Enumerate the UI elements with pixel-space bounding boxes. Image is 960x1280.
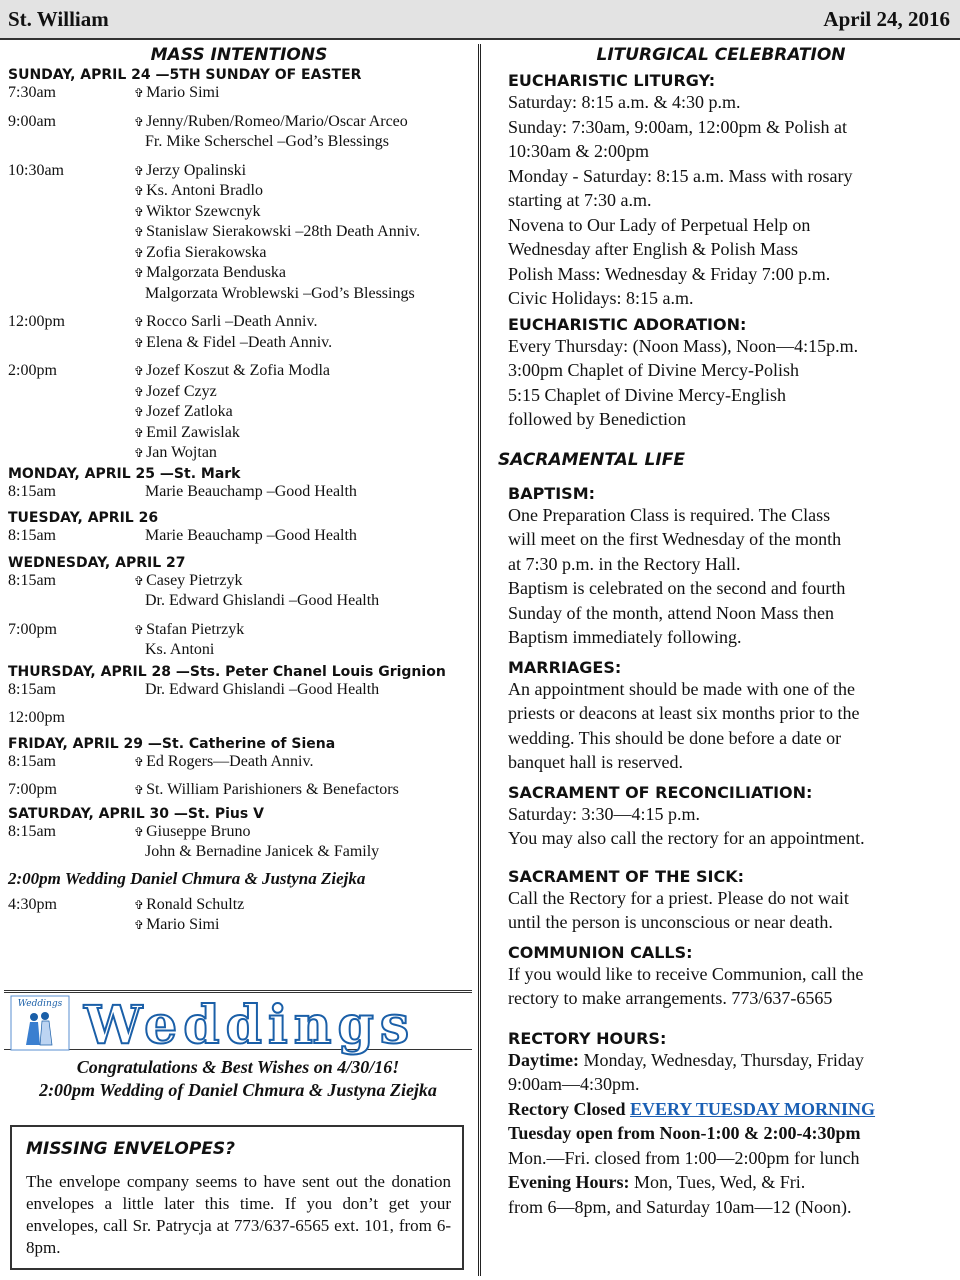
intention-row (4, 895, 474, 916)
cross-icon: ✞ (134, 446, 145, 460)
intention-row (4, 361, 474, 382)
baptism-line: at 7:30 p.m. in the Rectory Hall. (508, 553, 741, 574)
bulletin-date: April 24, 2016 (823, 7, 950, 31)
intention-row (4, 243, 474, 264)
wedding-logo-text: Weddings (17, 999, 63, 1009)
intention-row (4, 202, 474, 223)
intention-name: Dr. Edward Ghislandi –Good Health (145, 680, 380, 698)
intention-name: Ed Rogers—Death Anniv. (146, 752, 314, 770)
intention-row (4, 333, 474, 354)
missing-envelopes-body: The envelope company seems to have sent out the donation envelopes a little later this time. If you don’t get your envelopes, call Sr. Patrycja at 773/637-6565 ext. 101, from 6-8pm. (26, 1172, 451, 1257)
marriages-line: banquet hall is reserved. (508, 752, 683, 772)
mass-time: 12:00pm (8, 709, 65, 726)
intention-row (4, 402, 474, 423)
cross-icon: ✞ (134, 425, 145, 440)
mass-time: 12:00pm (8, 313, 65, 330)
cross-icon: ✞ (134, 225, 145, 239)
intention-row (4, 842, 474, 863)
adoration-line: 3:00pm Chaplet of Divine Mercy-Polish (508, 360, 799, 380)
intention-name: Ronald Schultz (146, 895, 245, 913)
thursday-heading: THURSDAY, APRIL 28 —Sts. Peter Chanel Louis Grignion (8, 663, 446, 680)
intention-name: Jan Wojtan (146, 444, 217, 461)
liturgy-line: Sunday: 7:30am, 9:00am, 12:00pm & Polish at (508, 116, 847, 137)
cross-icon: ✞ (134, 384, 145, 399)
mass-time: 8:15am (8, 571, 56, 589)
intention-row (4, 284, 474, 305)
intention-name: Wiktor Szewcnyk (146, 202, 261, 220)
cross-icon: ✞ (134, 335, 145, 350)
intention-row (4, 915, 474, 936)
intention-row (4, 591, 474, 612)
weddings-title: Weddings (84, 995, 416, 1056)
cross-icon: ✞ (134, 622, 145, 637)
tuesday-closed-link[interactable]: EVERY TUESDAY MORNING (629, 1098, 876, 1119)
intention-row (4, 83, 474, 104)
wednesday-heading: WEDNESDAY, APRIL 27 (8, 554, 186, 571)
cross-icon: ✞ (134, 245, 145, 260)
mass-time: 8:15am (8, 527, 56, 544)
intention-row (4, 680, 474, 701)
intention-name: Stafan Pietrzyk (146, 620, 245, 638)
rectory-daytime: Daytime: Monday, Wednesday, Thursday, Friday (508, 1049, 864, 1070)
communion-line: rectory to make arrangements. 773/637-6565 (508, 988, 833, 1008)
mass-time: 8:15am (8, 482, 56, 500)
reconciliation-heading: SACRAMENT OF RECONCILIATION: (508, 782, 813, 802)
intention-name: Casey Pietrzyk (146, 571, 243, 589)
intention-row (4, 620, 474, 641)
adoration-line: 5:15 Chaplet of Divine Mercy-English (508, 384, 786, 405)
intention-row (4, 382, 474, 403)
intention-row (4, 640, 474, 661)
mass-time: 8:15am (8, 680, 56, 698)
cross-icon: ✞ (134, 266, 145, 280)
cross-icon: ✞ (134, 918, 145, 932)
intention-row (4, 222, 474, 243)
rectory-tuesday-open: Tuesday open from Noon-1:00 & 2:00-4:30pm (508, 1123, 861, 1143)
sick-heading: SACRAMENT OF THE SICK: (508, 866, 744, 886)
cross-icon: ✞ (134, 86, 145, 100)
intention-name: Ks. Antoni (145, 641, 215, 658)
intention-name: Elena & Fidel –Death Anniv. (146, 333, 333, 351)
liturgy-line: starting at 7:30 a.m. (508, 190, 652, 210)
sacramental-life-title: SACRAMENTAL LIFE (498, 449, 685, 470)
intention-row (4, 181, 474, 202)
adoration-line: followed by Benediction (508, 409, 686, 429)
baptism-heading: BAPTISM: (508, 483, 596, 503)
missing-envelopes-title: MISSING ENVELOPES? (26, 1139, 236, 1159)
marriages-line: priests or deacons at least six months prior to the (508, 703, 860, 723)
intention-name: Jenny/Ruben/Romeo/Mario/Oscar Arceo (146, 112, 408, 130)
liturgy-line: Novena to Our Lady of Perpetual Help on (508, 214, 811, 235)
liturgy-line: Saturday: 8:15 a.m. & 4:30 p.m. (508, 92, 741, 112)
mass-time: 8:15am (8, 822, 56, 840)
cross-icon: ✞ (134, 163, 145, 178)
intention-row (4, 263, 474, 284)
intention-row (4, 312, 474, 333)
intention-name: Malgorzata Wroblewski –God’s Blessings (145, 284, 415, 302)
liturgy-line: Wednesday after English & Polish Mass (508, 239, 799, 259)
intention-name: John & Bernadine Janicek & Family (145, 843, 380, 860)
saturday-wedding-note: 2:00pm Wedding Daniel Chmura & Justyna Ziejka (8, 868, 366, 888)
intention-row (4, 822, 474, 843)
baptism-line: Baptism immediately following. (508, 627, 742, 647)
liturgical-title: LITURGICAL CELEBRATION (596, 45, 846, 65)
intention-row (4, 161, 474, 182)
rectory-hours-heading: RECTORY HOURS: (508, 1028, 667, 1048)
intention-row (4, 482, 474, 503)
intention-name: Emil Zawislak (146, 423, 240, 441)
intention-name: Jozef Koszut & Zofia Modla (146, 362, 331, 379)
mass-time: 7:30am (8, 84, 56, 101)
sunday-intentions (4, 83, 474, 464)
mass-time: 9:00am (8, 112, 56, 130)
mass-time: 10:30am (8, 161, 64, 179)
intention-name: Stanislaw Sierakowski –28th Death Anniv. (146, 223, 421, 240)
intention-name: Fr. Mike Scherschel –God’s Blessings (145, 133, 389, 150)
baptism-line: Baptism is celebrated on the second and fourth (508, 578, 846, 598)
page-header (0, 0, 960, 40)
monday-heading: MONDAY, APRIL 25 —St. Mark (8, 465, 241, 482)
mass-intentions-column (4, 40, 474, 990)
missing-envelopes-box (10, 1125, 464, 1270)
intention-name: Marie Beauchamp –Good Health (145, 527, 357, 544)
mass-time: 2:00pm (8, 362, 57, 379)
cross-icon: ✞ (134, 204, 145, 219)
parish-name: St. William (8, 7, 109, 31)
weddings-banner (4, 990, 472, 1056)
intention-name: Dr. Edward Ghislandi –Good Health (145, 592, 380, 609)
cross-icon: ✞ (134, 754, 145, 769)
mass-intentions-title: MASS INTENTIONS (150, 45, 328, 65)
intention-name: Mario Simi (146, 84, 220, 101)
congrats-line-1: Congratulations & Best Wishes on 4/30/16! (76, 1057, 400, 1077)
cross-icon: ✞ (134, 114, 145, 129)
wedding-couple-icon (10, 995, 70, 1051)
intention-name: Malgorzata Benduska (146, 264, 287, 281)
liturgy-line: Polish Mass: Wednesday & Friday 7:00 p.m. (508, 263, 831, 284)
friday-heading: FRIDAY, APRIL 29 —St. Catherine of Siena (8, 735, 336, 752)
intention-name: Zofia Sierakowska (146, 243, 267, 261)
communion-line: If you would like to receive Communion, call the (508, 963, 864, 984)
rectory-evening: Evening Hours: Mon, Tues, Wed, & Fri. (508, 1172, 806, 1192)
cross-icon: ✞ (134, 783, 145, 797)
intention-name: Marie Beauchamp –Good Health (145, 482, 357, 500)
rectory-daytime-hours: 9:00am—4:30pm. (508, 1074, 640, 1094)
cross-icon: ✞ (134, 573, 145, 588)
intention-row (4, 443, 474, 464)
mass-time: 4:30pm (8, 895, 57, 913)
marriages-line: An appointment should be made with one of the (508, 678, 855, 699)
tuesday-heading: TUESDAY, APRIL 26 (8, 510, 159, 526)
intention-name: Jerzy Opalinski (146, 161, 247, 179)
sunday-heading: SUNDAY, APRIL 24 —5TH SUNDAY OF EASTER (8, 67, 362, 83)
intention-row (4, 132, 474, 153)
liturgy-line: 10:30am & 2:00pm (508, 141, 649, 161)
sick-line: until the person is unconscious or near death. (508, 912, 833, 932)
intention-name: Jozef Czyz (146, 382, 217, 400)
intention-row (4, 571, 474, 592)
sick-line: Call the Rectory for a priest. Please do not wait (508, 887, 849, 908)
intention-row (4, 780, 474, 801)
reconciliation-line: Saturday: 3:30—4:15 p.m. (508, 803, 700, 824)
intention-row (4, 526, 474, 547)
liturgical-column (484, 40, 958, 1280)
eucharistic-adoration-heading: EUCHARISTIC ADORATION: (508, 314, 747, 334)
eucharistic-liturgy-heading: EUCHARISTIC LITURGY: (508, 71, 716, 90)
mass-time: 7:00pm (8, 781, 57, 798)
adoration-line: Every Thursday: (Noon Mass), Noon—4:15p.m. (508, 335, 859, 356)
intention-row (4, 752, 474, 773)
intention-name: Rocco Sarli –Death Anniv. (146, 313, 318, 330)
intention-name: St. William Parishioners & Benefactors (146, 781, 399, 798)
intention-name: Mario Simi (146, 916, 220, 933)
liturgy-line: Civic Holidays: 8:15 a.m. (508, 288, 694, 308)
baptism-line: One Preparation Class is required. The Class (508, 504, 831, 525)
rectory-closed: Rectory Closed EVERY TUESDAY MORNING (508, 1098, 876, 1119)
reconciliation-line: You may also call the rectory for an appointment. (508, 828, 865, 848)
communion-calls-heading: COMMUNION CALLS: (508, 942, 693, 962)
intention-name: Ks. Antoni Bradlo (146, 182, 263, 199)
intention-name: Jozef Zatloka (146, 403, 233, 420)
cross-icon: ✞ (134, 315, 145, 329)
liturgy-line: Monday - Saturday: 8:15 a.m. Mass with rosary (508, 165, 853, 186)
cross-icon: ✞ (134, 184, 145, 198)
cross-icon: ✞ (134, 364, 145, 378)
intention-name: Giuseppe Bruno (146, 822, 251, 840)
rectory-lunch: Mon.—Fri. closed from 1:00—2:00pm for lunch (508, 1147, 860, 1168)
intention-row (4, 112, 474, 133)
intention-row (4, 708, 474, 729)
congratulations-note (4, 1056, 472, 1102)
mass-time: 8:15am (8, 752, 56, 770)
baptism-line: will meet on the first Wednesday of the month (508, 529, 842, 549)
cross-icon: ✞ (134, 405, 145, 419)
marriages-heading: MARRIAGES: (508, 657, 622, 677)
column-divider (478, 44, 481, 1276)
intention-row (4, 423, 474, 444)
marriages-line: wedding. This should be done before a date or (508, 727, 842, 748)
saturday-heading: SATURDAY, APRIL 30 —St. Pius V (8, 805, 264, 822)
rectory-evening-2: from 6—8pm, and Saturday 10am—12 (Noon). (508, 1196, 852, 1217)
cross-icon: ✞ (134, 824, 145, 839)
cross-icon: ✞ (134, 897, 145, 912)
mass-time: 7:00pm (8, 620, 57, 638)
congrats-line-2: 2:00pm Wedding of Daniel Chmura & Justyna Ziejka (39, 1080, 437, 1100)
baptism-line: Sunday of the month, attend Noon Mass then (508, 602, 834, 623)
